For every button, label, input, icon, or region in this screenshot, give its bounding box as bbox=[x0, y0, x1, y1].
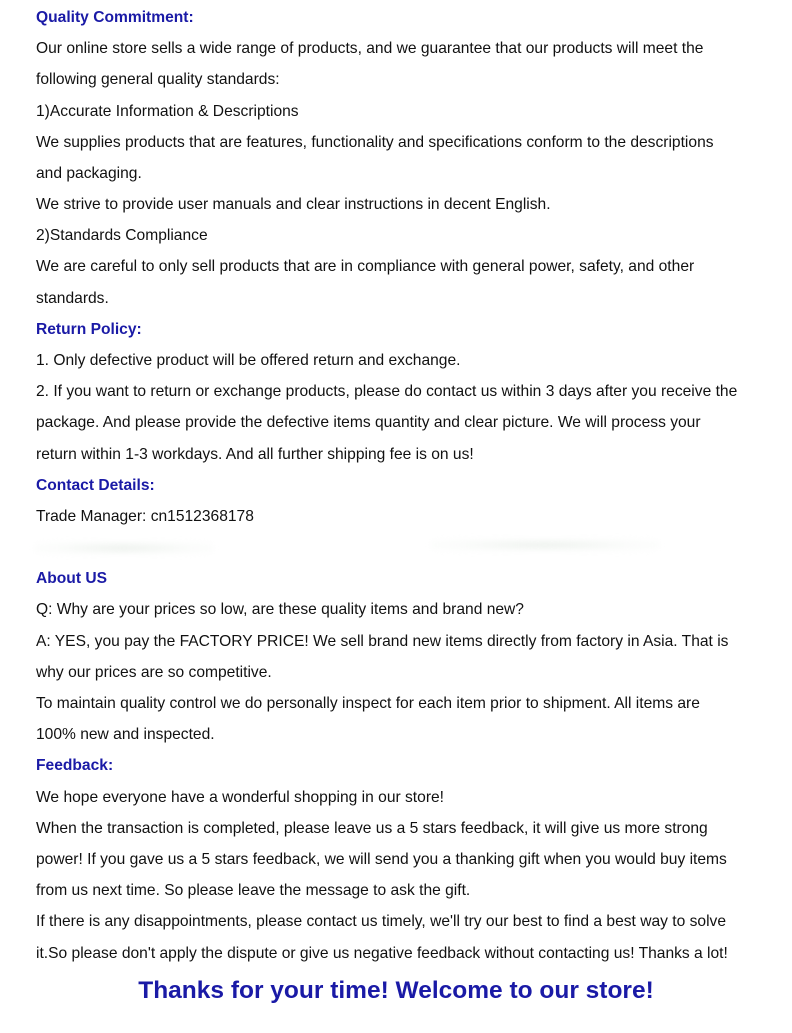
closing-thanks-message: Thanks for your time! Welcome to our store! bbox=[138, 977, 654, 1004]
return-policy-point-2-line-1: 2. If you want to return or exchange products, please do contact us within 3 days after you receive the bbox=[36, 383, 738, 400]
feedback-line-2: When the transaction is completed, please leave us a 5 stars feedback, it will give us more strong bbox=[36, 820, 708, 837]
quality-item1-text-3: We strive to provide user manuals and clear instructions in decent English. bbox=[36, 196, 551, 213]
trade-manager-id: Trade Manager: cn1512368178 bbox=[36, 508, 254, 525]
return-policy-point-2-line-3: return within 1-3 workdays. And all further shipping fee is on us! bbox=[36, 446, 474, 463]
about-quality-control-line-1: To maintain quality control we do personally inspect for each item prior to shipment. All items are bbox=[36, 695, 700, 712]
about-answer-line-2: why our prices are so competitive. bbox=[36, 664, 272, 681]
about-answer-line-1: A: YES, you pay the FACTORY PRICE! We sell brand new items directly from factory in Asia. That is bbox=[36, 633, 729, 650]
feedback-line-3: power! If you gave us a 5 stars feedback, we will send you a thanking gift when you would buy items bbox=[36, 851, 727, 868]
quality-item2-text-1: We are careful to only sell products that are in compliance with general power, safety, and other bbox=[36, 258, 695, 275]
return-policy-point-2-line-2: package. And please provide the defective items quantity and clear picture. We will process your bbox=[36, 414, 701, 431]
about-question: Q: Why are your prices so low, are these quality items and brand new? bbox=[36, 601, 524, 618]
feedback-line-4: from us next time. So please leave the message to ask the gift. bbox=[36, 882, 471, 899]
about-quality-control-line-2: 100% new and inspected. bbox=[36, 726, 215, 743]
faint-watermark-left bbox=[34, 541, 214, 555]
faint-watermark-right bbox=[430, 538, 660, 552]
contact-details-heading: Contact Details: bbox=[36, 477, 155, 494]
quality-commitment-heading: Quality Commitment: bbox=[36, 9, 194, 26]
quality-item1-title: 1)Accurate Information & Descriptions bbox=[36, 103, 299, 120]
quality-item1-text-2: and packaging. bbox=[36, 165, 142, 182]
feedback-line-1: We hope everyone have a wonderful shopping in our store! bbox=[36, 789, 445, 806]
return-policy-heading: Return Policy: bbox=[36, 321, 142, 338]
quality-item2-text-2: standards. bbox=[36, 290, 109, 307]
about-us-heading: About US bbox=[36, 570, 108, 587]
quality-item2-title: 2)Standards Compliance bbox=[36, 227, 208, 244]
quality-item1-text-1: We supplies products that are features, functionality and specifications conform to the descriptions bbox=[36, 134, 714, 151]
feedback-heading: Feedback: bbox=[36, 757, 114, 774]
return-policy-point-1: 1. Only defective product will be offered return and exchange. bbox=[36, 352, 461, 369]
quality-intro-line-2: following general quality standards: bbox=[36, 71, 280, 88]
feedback-line-5: If there is any disappointments, please contact us timely, we'll try our best to find a best way to solve bbox=[36, 913, 727, 930]
quality-intro-line-1: Our online store sells a wide range of products, and we guarantee that our products will meet the bbox=[36, 40, 704, 57]
feedback-line-6: it.So please don't apply the dispute or give us negative feedback without contacting us! Thanks a lot! bbox=[36, 945, 728, 962]
